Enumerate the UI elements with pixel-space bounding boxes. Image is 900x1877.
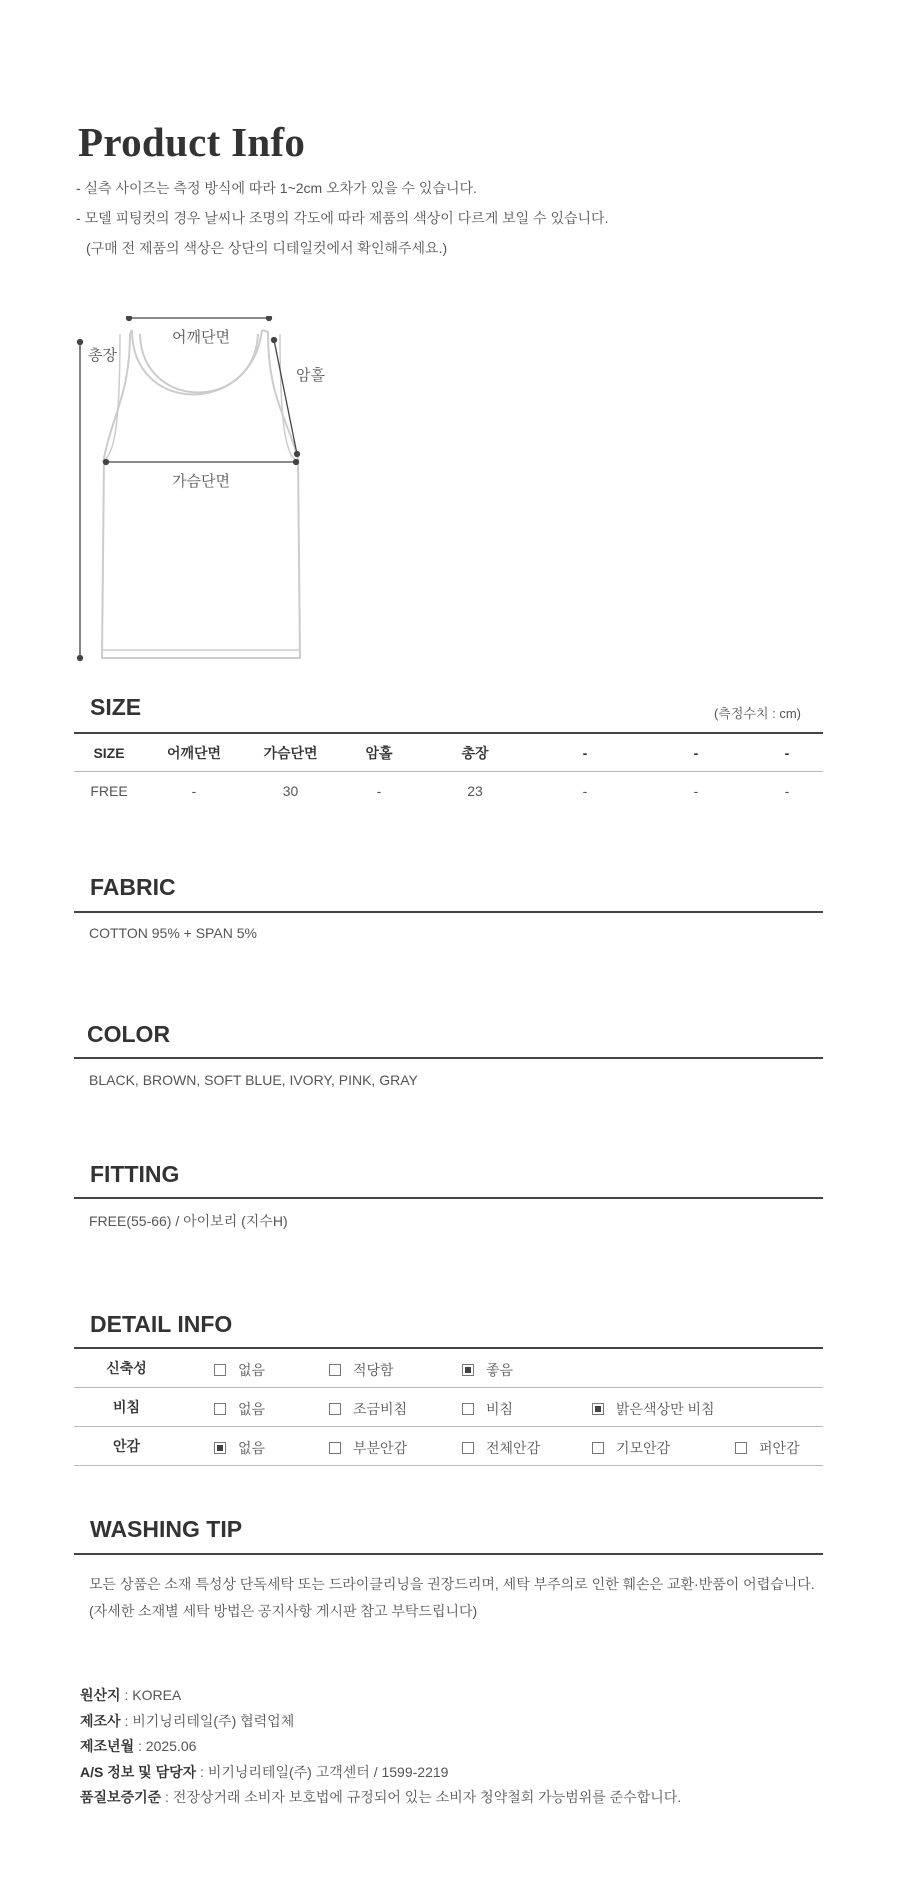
checkbox-icon — [735, 1442, 747, 1454]
note-line: (구매 전 제품의 색상은 상단의 디테일컷에서 확인해주세요.) — [86, 240, 448, 256]
checkbox-icon — [462, 1403, 474, 1415]
fabric-rule — [74, 911, 823, 913]
checkbox-icon — [329, 1442, 341, 1454]
tank-top-diagram — [72, 316, 332, 671]
info-manufacturer: 제조사 : 비기닝리테일(주) 협력업체 — [80, 1713, 295, 1729]
color-text: BLACK, BROWN, SOFT BLUE, IVORY, PINK, GRAY — [89, 1072, 418, 1088]
color-rule — [74, 1057, 823, 1059]
size-cell: FREE — [90, 783, 128, 799]
detail-label: 신축성 — [74, 1349, 179, 1388]
fitting-rule — [74, 1197, 823, 1199]
size-header-cell: - — [784, 744, 790, 761]
checked-checkbox-icon — [592, 1403, 604, 1415]
option-stretch-good[interactable]: 좋음 — [462, 1360, 513, 1380]
size-cell: 30 — [282, 783, 299, 799]
detail-section-title: DETAIL INFO — [90, 1311, 233, 1337]
detail-row-lining — [74, 1427, 823, 1466]
option-lining-none[interactable]: 없음 — [214, 1438, 265, 1458]
detail-row-stretch — [74, 1349, 823, 1388]
option-stretch-none[interactable]: 없음 — [214, 1360, 265, 1380]
size-cell: - — [191, 783, 197, 799]
color-section-title: COLOR — [87, 1021, 171, 1047]
option-lining-full[interactable]: 전체안감 — [462, 1438, 540, 1458]
washing-rule — [74, 1553, 823, 1555]
size-header-cell: 가슴단면 — [263, 744, 318, 761]
checkbox-icon — [214, 1364, 226, 1376]
detail-label: 비침 — [74, 1388, 179, 1427]
page-title: Product Info — [78, 119, 306, 165]
detail-label: 안감 — [74, 1427, 179, 1466]
detail-row-sheer — [74, 1388, 823, 1427]
note-line: - 모델 피팅컷의 경우 날씨나 조명의 각도에 따라 제품의 색상이 다르게 보일 수 있습니다. — [76, 210, 609, 226]
size-header-cell: 총장 — [461, 744, 489, 761]
note-line: - 실측 사이즈는 측정 방식에 따라 1~2cm 오차가 있을 수 있습니다. — [76, 180, 477, 196]
option-sheer-light-colors[interactable]: 밝은색상만 비침 — [592, 1399, 715, 1419]
option-sheer-sheer[interactable]: 비침 — [462, 1399, 513, 1419]
option-sheer-none[interactable]: 없음 — [214, 1399, 265, 1419]
option-lining-partial[interactable]: 부분안감 — [329, 1438, 407, 1458]
size-header-row — [74, 734, 823, 771]
size-unit-note: (측정수치 : cm) — [713, 706, 801, 721]
size-cell: - — [582, 783, 588, 799]
fitting-section-title: FITTING — [90, 1161, 180, 1187]
size-cell: 23 — [467, 783, 483, 799]
option-lining-fur[interactable]: 퍼안감 — [735, 1438, 800, 1458]
checked-checkbox-icon — [462, 1364, 474, 1376]
fabric-text: COTTON 95% + SPAN 5% — [89, 925, 257, 941]
info-origin: 원산지 : KOREA — [80, 1687, 182, 1703]
option-lining-brushed[interactable]: 기모안감 — [592, 1438, 670, 1458]
option-sheer-slight[interactable]: 조금비침 — [329, 1399, 407, 1419]
checked-checkbox-icon — [214, 1442, 226, 1454]
size-table — [74, 734, 823, 810]
size-section-title: SIZE — [90, 694, 142, 720]
diagram-label-chest: 가슴단면 — [172, 472, 230, 490]
size-header-cell: 암홀 — [365, 744, 393, 761]
diagram-label-length: 총장 — [88, 346, 117, 364]
diagram-label-armhole: 암홀 — [296, 366, 325, 384]
info-as-contact: A/S 정보 및 담당자 : 비기닝리테일(주) 고객센터 / 1599-2219 — [80, 1764, 449, 1780]
info-manufacture-date: 제조년월 : 2025.06 — [80, 1738, 197, 1754]
checkbox-icon — [214, 1403, 226, 1415]
washing-line: (자세한 소재별 세탁 방법은 공지사항 게시판 참고 부탁드립니다) — [89, 1603, 478, 1619]
checkbox-icon — [462, 1442, 474, 1454]
fabric-section-title: FABRIC — [90, 874, 176, 900]
fitting-text: FREE(55-66) / 아이보리 (지수H) — [89, 1213, 288, 1229]
size-header-cell: SIZE — [93, 744, 125, 761]
size-cell: - — [693, 783, 699, 799]
diagram-label-shoulder: 어깨단면 — [172, 328, 230, 346]
size-header-cell: - — [582, 744, 588, 761]
size-cell: - — [784, 783, 790, 799]
size-data-row — [74, 772, 823, 810]
size-header-cell: 어깨단면 — [166, 744, 222, 761]
option-stretch-moderate[interactable]: 적당함 — [329, 1360, 394, 1380]
washing-line: 모든 상품은 소재 특성상 단독세탁 또는 드라이클리닝을 권장드리며, 세탁 부주의로 인한 훼손은 교환·반품이 어렵습니다. — [89, 1576, 815, 1592]
info-quality-guarantee: 품질보증기준 : 전장상거래 소비자 보호법에 규정되어 있는 소비자 청약철회 가능범위를 준수합니다. — [80, 1789, 682, 1805]
checkbox-icon — [329, 1364, 341, 1376]
checkbox-icon — [592, 1442, 604, 1454]
detail-table — [74, 1349, 823, 1466]
washing-section-title: WASHING TIP — [90, 1516, 243, 1542]
checkbox-icon — [329, 1403, 341, 1415]
size-cell: - — [376, 783, 382, 799]
size-header-cell: - — [693, 744, 699, 761]
